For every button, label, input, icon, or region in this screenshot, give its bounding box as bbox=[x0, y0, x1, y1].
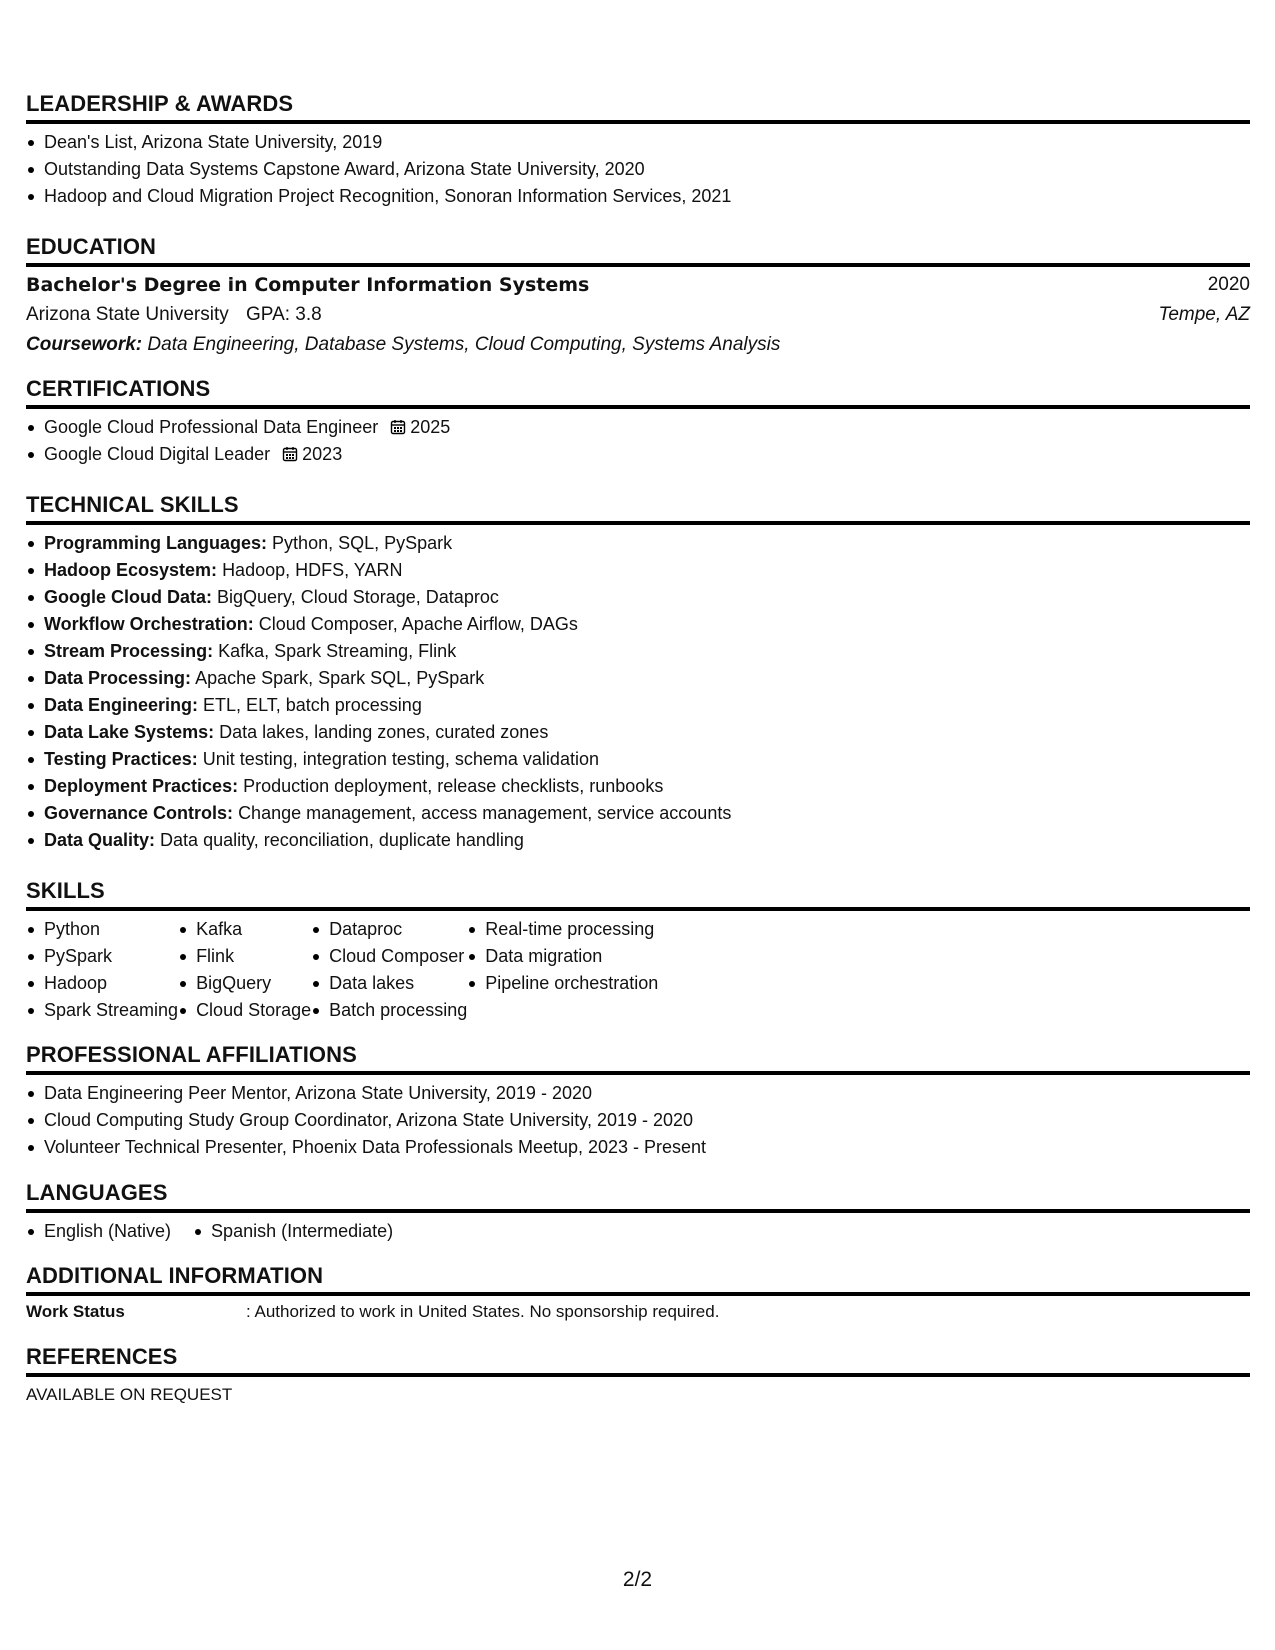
list-item: Cloud Composer bbox=[311, 943, 467, 970]
list-item bbox=[26, 773, 1250, 800]
skill-category: Workflow Orchestration: bbox=[44, 614, 254, 634]
skill-category: Data Processing: bbox=[44, 668, 192, 688]
section-divider bbox=[26, 907, 1250, 911]
skills-grid bbox=[26, 916, 1250, 1024]
section-title: ADDITIONAL INFORMATION bbox=[26, 1263, 324, 1288]
section-divider bbox=[26, 405, 1250, 409]
list-item: Spanish (Intermediate) bbox=[193, 1218, 393, 1245]
additional-info-section bbox=[26, 1262, 1250, 1325]
languages-section bbox=[26, 1179, 1250, 1245]
references-section bbox=[26, 1343, 1250, 1408]
education-section bbox=[26, 233, 1250, 360]
work-status-value: : Authorized to work in United States. No sponsorship required. bbox=[246, 1302, 720, 1321]
certifications-list bbox=[26, 414, 1250, 468]
skill-values: Cloud Composer, Apache Airflow, DAGs bbox=[258, 614, 578, 634]
section-divider bbox=[26, 1071, 1250, 1075]
skill-category: Programming Languages: bbox=[44, 533, 268, 553]
skill-values: BigQuery, Cloud Storage, Dataproc bbox=[217, 587, 499, 607]
calendar-icon bbox=[282, 446, 298, 462]
section-divider bbox=[26, 1373, 1250, 1377]
skill-category: Data Engineering: bbox=[44, 695, 199, 715]
skill-category: Data Lake Systems: bbox=[44, 722, 215, 742]
skill-values: Kafka, Spark Streaming, Flink bbox=[218, 641, 457, 661]
skill-category: Hadoop Ecosystem: bbox=[44, 560, 218, 580]
list-item bbox=[26, 611, 1250, 638]
section-title: CERTIFICATIONS bbox=[26, 376, 211, 401]
section-title: REFERENCES bbox=[26, 1344, 178, 1369]
education-school-row bbox=[26, 300, 1250, 330]
certification-name: Google Cloud Digital Leader bbox=[44, 444, 271, 464]
section-divider bbox=[26, 263, 1250, 267]
leadership-list bbox=[26, 129, 1250, 210]
graduation-year: 2020 bbox=[1207, 274, 1250, 295]
list-item: BigQuery bbox=[178, 970, 311, 997]
list-item: Batch processing bbox=[311, 997, 467, 1024]
skill-values: Change management, access management, service accounts bbox=[238, 803, 732, 823]
skill-category: Deployment Practices: bbox=[44, 776, 239, 796]
list-item bbox=[26, 665, 1250, 692]
list-item: Kafka bbox=[178, 916, 311, 943]
list-item bbox=[26, 584, 1250, 611]
skill-values: Data quality, reconciliation, duplicate handling bbox=[160, 830, 524, 850]
list-item bbox=[26, 414, 1250, 441]
list-item: PySpark bbox=[26, 943, 178, 970]
list-item: Spark Streaming bbox=[26, 997, 178, 1024]
list-item bbox=[26, 692, 1250, 719]
list-item: Cloud Computing Study Group Coordinator, Arizona State University, 2019 - 2020 bbox=[26, 1107, 1250, 1134]
leadership-section bbox=[26, 90, 1250, 210]
list-item: English (Native) bbox=[26, 1218, 171, 1245]
degree-name: Bachelor's Degree in Computer Information Systems bbox=[26, 274, 590, 296]
list-item: Outstanding Data Systems Capstone Award, Arizona State University, 2020 bbox=[26, 156, 1250, 183]
skills-column bbox=[467, 916, 658, 1024]
list-item: Volunteer Technical Presenter, Phoenix Data Professionals Meetup, 2023 - Present bbox=[26, 1134, 1250, 1161]
skill-category: Google Cloud Data: bbox=[44, 587, 212, 607]
education-degree-row bbox=[26, 270, 1250, 300]
skills-column bbox=[311, 916, 467, 1024]
languages-list bbox=[26, 1218, 1250, 1245]
section-divider bbox=[26, 1292, 1250, 1296]
skill-values: Hadoop, HDFS, YARN bbox=[222, 560, 403, 580]
section-divider bbox=[26, 120, 1250, 124]
certification-name: Google Cloud Professional Data Engineer bbox=[44, 417, 379, 437]
skill-values: ETL, ELT, batch processing bbox=[203, 695, 422, 715]
list-item bbox=[26, 827, 1250, 854]
list-item: Hadoop bbox=[26, 970, 178, 997]
skills-column bbox=[26, 916, 178, 1024]
skill-values: Apache Spark, Spark SQL, PySpark bbox=[195, 668, 485, 688]
skill-category: Stream Processing: bbox=[44, 641, 214, 661]
list-item: Cloud Storage bbox=[178, 997, 311, 1024]
skill-values: Data lakes, landing zones, curated zones bbox=[219, 722, 549, 742]
skill-category: Governance Controls: bbox=[44, 803, 234, 823]
section-title: TECHNICAL SKILLS bbox=[26, 492, 239, 517]
coursework-label: Coursework: bbox=[26, 334, 143, 355]
skill-values: Production deployment, release checklists, runbooks bbox=[243, 776, 664, 796]
school-location: Tempe, AZ bbox=[1158, 304, 1250, 325]
page-number: 2/2 bbox=[622, 1568, 653, 1591]
list-item bbox=[26, 800, 1250, 827]
list-item bbox=[26, 557, 1250, 584]
list-item bbox=[26, 719, 1250, 746]
affiliations-section bbox=[26, 1041, 1250, 1161]
list-item bbox=[26, 441, 1250, 468]
skills-section bbox=[26, 877, 1250, 1024]
list-item bbox=[26, 746, 1250, 773]
technical-skills-list bbox=[26, 530, 1250, 854]
certification-year: 2025 bbox=[410, 417, 451, 437]
skill-category: Data Quality: bbox=[44, 830, 156, 850]
skill-category: Testing Practices: bbox=[44, 749, 198, 769]
list-item: Pipeline orchestration bbox=[467, 970, 658, 997]
list-item: Data lakes bbox=[311, 970, 467, 997]
list-item: Dean's List, Arizona State University, 2019 bbox=[26, 129, 1250, 156]
list-item bbox=[26, 530, 1250, 557]
certifications-section bbox=[26, 375, 1250, 468]
calendar-icon bbox=[390, 419, 406, 435]
list-item: Data migration bbox=[467, 943, 658, 970]
section-title: PROFESSIONAL AFFILIATIONS bbox=[26, 1042, 357, 1067]
list-item: Hadoop and Cloud Migration Project Recognition, Sonoran Information Services, 2021 bbox=[26, 183, 1250, 210]
references-text: AVAILABLE ON REQUEST bbox=[26, 1385, 233, 1404]
gpa: GPA: 3.8 bbox=[246, 304, 322, 325]
skills-column bbox=[178, 916, 311, 1024]
list-item: Data Engineering Peer Mentor, Arizona State University, 2019 - 2020 bbox=[26, 1080, 1250, 1107]
section-title: EDUCATION bbox=[26, 234, 157, 259]
resume-page bbox=[26, 0, 1250, 1650]
section-title: LANGUAGES bbox=[26, 1180, 168, 1205]
section-title: SKILLS bbox=[26, 878, 105, 903]
work-status-label: Work Status bbox=[26, 1302, 125, 1321]
certification-year: 2023 bbox=[302, 444, 343, 464]
school-name: Arizona State University bbox=[26, 304, 229, 325]
coursework-row bbox=[26, 330, 1250, 360]
affiliations-list bbox=[26, 1080, 1250, 1161]
technical-skills-section bbox=[26, 491, 1250, 854]
section-divider bbox=[26, 1209, 1250, 1213]
list-item: Flink bbox=[178, 943, 311, 970]
work-status-row bbox=[26, 1299, 1250, 1325]
list-item: Python bbox=[26, 916, 178, 943]
section-title: LEADERSHIP & AWARDS bbox=[26, 91, 294, 116]
list-item bbox=[26, 638, 1250, 665]
list-item: Dataproc bbox=[311, 916, 467, 943]
skill-values: Unit testing, integration testing, schema validation bbox=[202, 749, 599, 769]
section-divider bbox=[26, 521, 1250, 525]
list-item: Real-time processing bbox=[467, 916, 658, 943]
skill-values: Python, SQL, PySpark bbox=[272, 533, 453, 553]
coursework-list: Data Engineering, Database Systems, Cloud Computing, Systems Analysis bbox=[147, 334, 781, 355]
